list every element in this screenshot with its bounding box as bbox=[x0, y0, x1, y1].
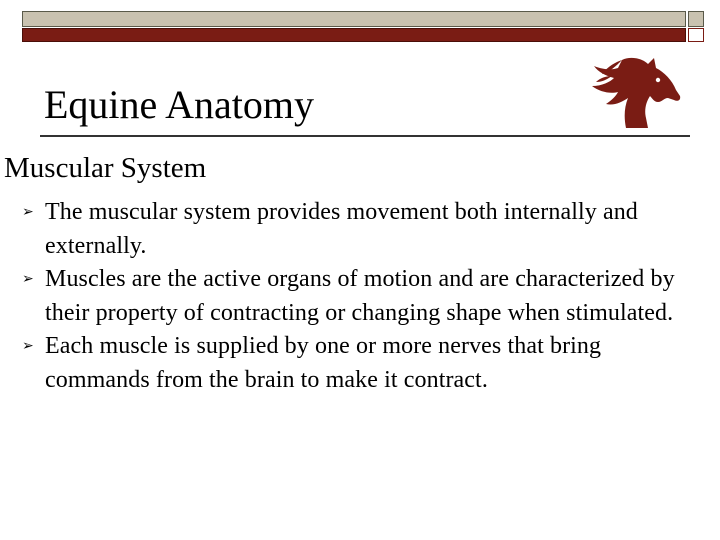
arrow-bullet-icon: ➢ bbox=[22, 271, 34, 287]
horse-head-icon bbox=[582, 52, 682, 130]
accent-band bbox=[22, 28, 686, 42]
section-heading: Muscular System bbox=[4, 152, 207, 184]
header-square bbox=[688, 11, 704, 27]
bullet-item bbox=[0, 263, 700, 330]
slide-title: Equine Anatomy bbox=[44, 82, 314, 127]
arrow-bullet-icon: ➢ bbox=[22, 204, 34, 220]
arrow-bullet-icon: ➢ bbox=[22, 338, 34, 354]
accent-square bbox=[688, 28, 704, 42]
title-divider bbox=[40, 135, 690, 137]
bullet-list bbox=[0, 196, 700, 397]
bullet-text: Each muscle is supplied by one or more nerves that bring commands from the brain to make it contract. bbox=[45, 333, 602, 393]
bullet-text: The muscular system provides movement both internally and externally. bbox=[45, 199, 638, 259]
bullet-item bbox=[0, 330, 700, 397]
bullet-item bbox=[0, 196, 700, 263]
header-band bbox=[22, 11, 686, 27]
bullet-text: Muscles are the active organs of motion and are characterized by their property of contracting or changing shape when stimulated. bbox=[45, 266, 675, 326]
